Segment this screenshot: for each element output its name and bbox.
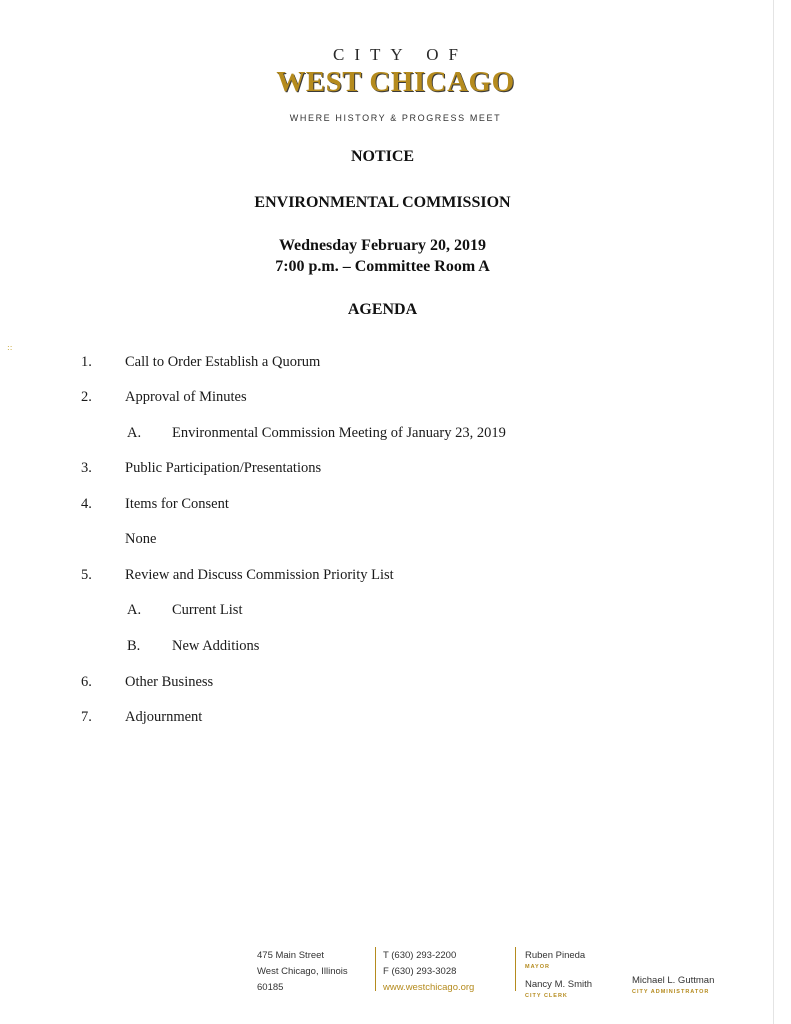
subitem-text: Current List <box>172 602 243 618</box>
website-link[interactable]: www.westchicago.org <box>383 982 475 993</box>
footer-divider <box>515 947 516 991</box>
agenda-item-number: 5. <box>81 567 92 583</box>
footer-contact <box>383 948 474 996</box>
mayor-name: Ruben Pineda <box>525 950 586 961</box>
clerk-title: CITY CLERK <box>525 993 568 999</box>
agenda-item-number: 7. <box>81 709 92 725</box>
clerk-name: Nancy M. Smith <box>525 979 593 990</box>
address-zip: 60185 <box>257 982 284 993</box>
agenda-item-text: Public Participation/Presentations <box>125 460 322 476</box>
address-street: 475 Main Street <box>257 950 325 961</box>
agenda-item-number: 3. <box>81 460 92 476</box>
agenda-item-text: Call to Order Establish a Quorum <box>125 354 321 370</box>
agenda-item-number: 1. <box>81 354 92 370</box>
notice-title: NOTICE <box>350 148 415 165</box>
mayor-title: MAYOR <box>525 964 550 970</box>
agenda-item-number: 2. <box>81 389 92 405</box>
agenda-item-text: Approval of Minutes <box>125 389 247 405</box>
agenda-item-number: 6. <box>81 674 92 690</box>
subitem-text: Environmental Commission Meeting of January 23, 2019 <box>172 425 506 441</box>
logo-city-name: WEST CHICAGO <box>276 66 515 98</box>
fax-number: F (630) 293-3028 <box>383 966 457 977</box>
footer-address <box>257 948 348 996</box>
commission-name: ENVIRONMENTAL COMMISSION <box>254 194 511 211</box>
agenda-item-text: Adjournment <box>125 709 203 725</box>
address-city: West Chicago, Illinois <box>257 966 348 977</box>
footer-officials <box>525 948 592 1000</box>
administrator-title: CITY ADMINISTRATOR <box>632 989 710 995</box>
meeting-date: Wednesday February 20, 2019 <box>278 237 487 254</box>
agenda-item-4-note: None <box>125 531 157 547</box>
agenda-item-text: Items for Consent <box>125 496 229 512</box>
agenda-heading: AGENDA <box>347 301 418 318</box>
footer-administrator <box>632 973 714 996</box>
page-edge-line <box>773 0 774 1024</box>
meeting-time-place: 7:00 p.m. – Committee Room A <box>275 258 490 275</box>
phone-number: T (630) 293-2200 <box>383 950 457 961</box>
letterhead-logo <box>0 46 791 123</box>
agenda-item-number: 4. <box>81 496 92 512</box>
subitem-letter: B. <box>127 638 141 654</box>
subitem-letter: A. <box>127 425 142 441</box>
subitem-letter: A. <box>127 602 142 618</box>
logo-city-of: CITY OF <box>332 45 468 64</box>
agenda-item-text: Other Business <box>125 674 214 690</box>
logo-tagline: WHERE HISTORY & PROGRESS MEET <box>289 113 502 123</box>
subitem-text: New Additions <box>172 638 260 654</box>
scan-mark: :: <box>7 343 13 352</box>
agenda-item-text: Review and Discuss Commission Priority List <box>125 567 394 583</box>
footer-divider <box>375 947 376 991</box>
administrator-name: Michael L. Guttman <box>632 975 715 986</box>
